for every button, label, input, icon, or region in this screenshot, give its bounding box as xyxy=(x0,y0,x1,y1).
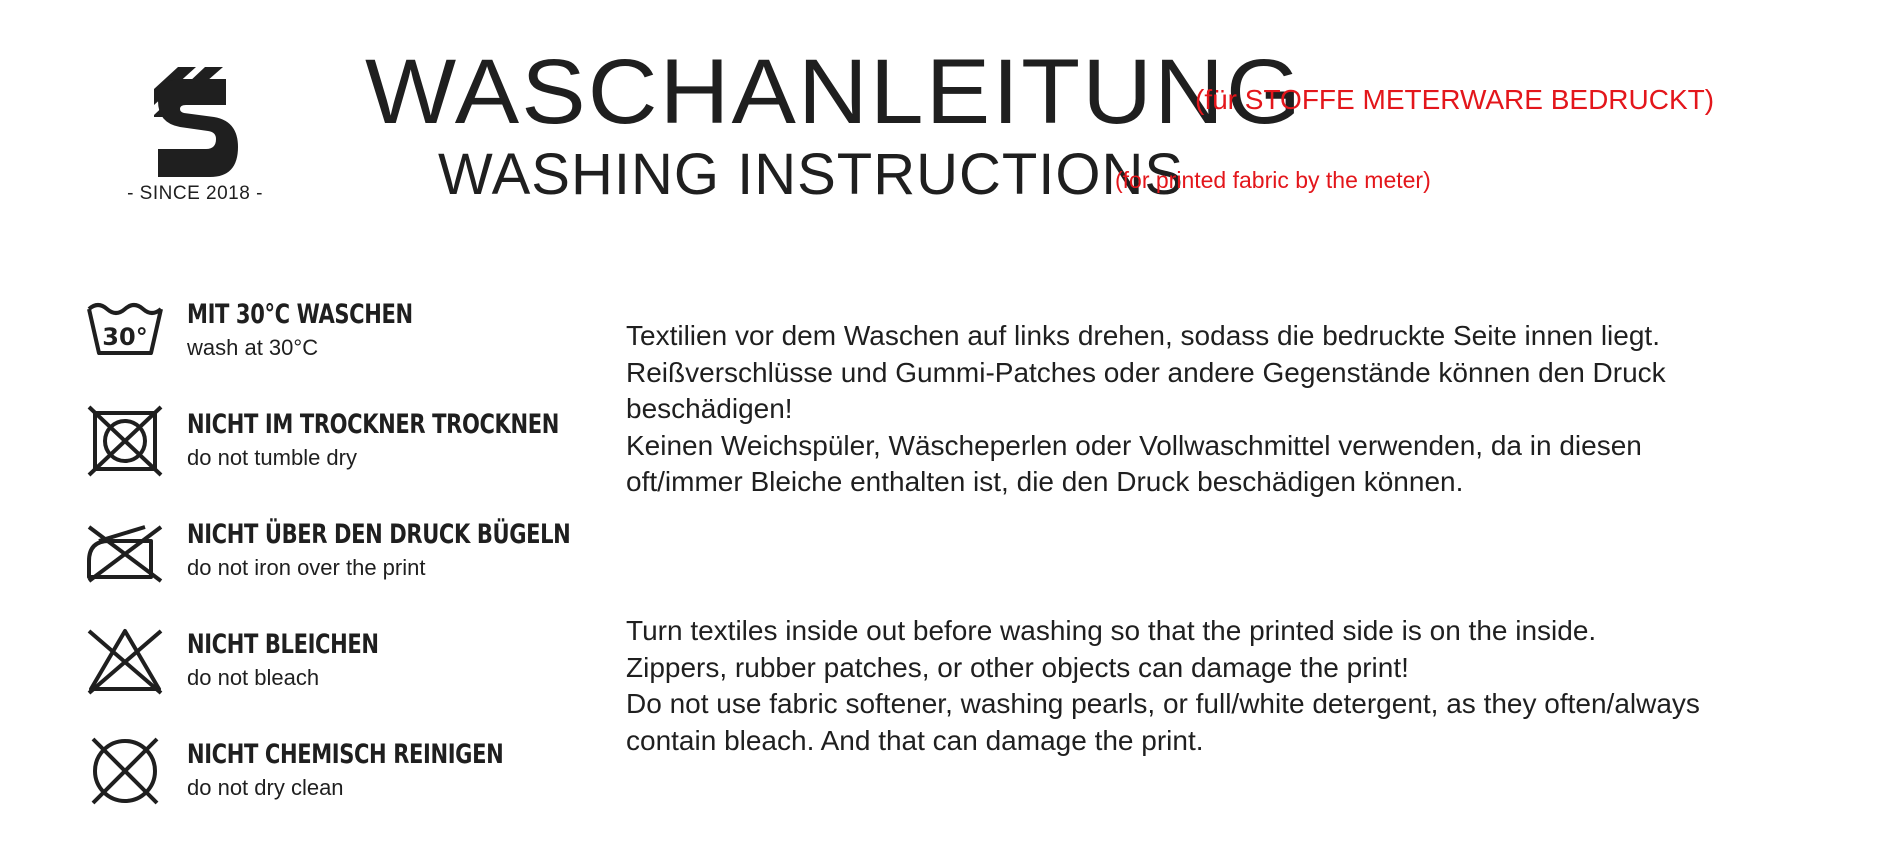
care-item-iron xyxy=(85,515,605,605)
care-label: MIT 30°C WASCHEN xyxy=(187,299,413,330)
care-item-dryclean xyxy=(85,735,605,825)
wash-temp-text: 30° xyxy=(102,323,148,351)
care-sub: wash at 30°C xyxy=(187,335,319,360)
care-item-wash xyxy=(85,295,605,385)
no-tumble-dry-icon xyxy=(85,405,165,477)
care-label: NICHT IM TROCKNER TROCKNEN xyxy=(187,409,559,440)
no-bleach-icon xyxy=(85,625,165,697)
care-sub: do not dry clean xyxy=(187,775,344,800)
care-item-dry xyxy=(85,405,605,495)
logo-s-mark xyxy=(150,65,240,180)
instructions-en: Turn textiles inside out before washing so that the printed side is on the inside. Zippers, rubber patches, or other objects can damage the print! Do not use fabric softener, washing pearls, or full/white detergent, as they often/always contain bleach. And that can damage the print. xyxy=(626,615,1700,756)
brand-logo xyxy=(120,65,270,215)
since-label: - SINCE 2018 - xyxy=(127,183,263,204)
page-title-de: WASCHANLEITUNG xyxy=(365,41,1304,143)
subtitle-de: (für STOFFE METERWARE BEDRUCKT) xyxy=(1195,84,1715,115)
care-sub: do not iron over the print xyxy=(187,555,426,580)
care-label: NICHT BLEICHEN xyxy=(187,629,379,660)
page-title-en: WASHING INSTRUCTIONS xyxy=(438,142,1185,207)
care-sub: do not bleach xyxy=(187,665,320,690)
care-item-bleach xyxy=(85,625,605,715)
care-sub: do not tumble dry xyxy=(187,445,357,470)
instructions-de: Textilien vor dem Waschen auf links drehen, sodass die bedruckte Seite innen liegt. Reißverschlüsse und Gummi-Patches oder andere Gegenstände können den Druck beschädigen! Keinen Weichspüler, Wäscheperlen oder Vollwaschmittel verwenden, da in diesen oft/immer Bleiche enthalten ist, die den Druck beschädigen können. xyxy=(626,320,1666,497)
subtitle-en: (for printed fabric by the meter) xyxy=(1115,167,1431,193)
no-iron-icon xyxy=(85,515,165,587)
care-label: NICHT CHEMISCH REINIGEN xyxy=(187,739,504,770)
care-label: NICHT ÜBER DEN DRUCK BÜGELN xyxy=(187,519,571,550)
wash-30-icon xyxy=(85,295,165,367)
no-dry-clean-icon xyxy=(85,735,165,807)
